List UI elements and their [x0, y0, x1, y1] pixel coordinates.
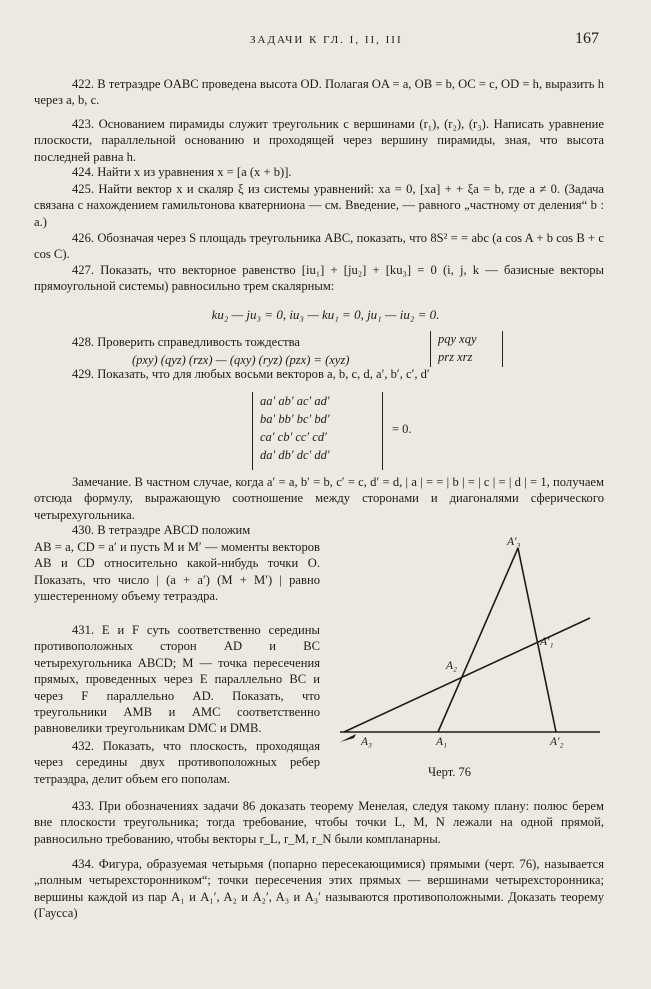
problem-431: 431. E и F суть соответственно середины противоположных сторон AD и BC четырехугольника ABCD; M — точка пересечения прямых, проведенных через E параллельно BC и через F параллельно AD. Показать, что треугольники AMB и AMC соответственно равновелики треугольникам DMC и DMB. — [34, 623, 320, 736]
arrow-tip — [340, 734, 356, 742]
equation-427: ku₂ — ju₃ = 0, iu₃ — ku₁ = 0, ju₁ — iu₂ = 0. — [211, 307, 440, 322]
determinant-row: ca′ cb′ cc′ cd′ — [260, 430, 327, 444]
problem-433: 433. При обозначениях задачи 86 доказать теорему Менелая, следуя такому плану: полюс берем вне плоскости треугольника; тогда требование, чтобы точки L, M, N лежали на одной прямой, равносильно требованию, чтобы векторы r_L, r_M, r_N были компланарны. — [34, 799, 604, 846]
label-a1: A₁ — [436, 736, 448, 748]
label-a2prime: A′₂ — [550, 736, 564, 748]
determinant-row: da′ db′ dc′ dd′ — [260, 448, 330, 462]
label-a3prime: A′₃ — [507, 536, 521, 548]
problem-428: 428. Проверить справедливость тождества — [72, 335, 300, 349]
page-number: 167 — [575, 30, 599, 47]
identity-428-lhs: (pxy) (qyz) (rzx) — (qxy) (ryz) (pzx) = (xyz) — [132, 353, 350, 367]
label-a1prime: A′₁ — [540, 636, 554, 648]
determinant-row: aa′ ab′ ac′ ad′ — [260, 394, 330, 408]
problem-429: 429. Показать, что для любых восьми векторов a, b, c, d, a′, b′, c′, d′ — [72, 367, 430, 381]
determinant-429-rhs: = 0. — [392, 422, 412, 436]
problem-434: 434. Фигура, образуемая четырьмя (попарно пересекающимися) прямыми (черт. 76), называется „полным четырехсторонником“; точки пересечения этих прямых — вершинами четырехсторонника; вершины каждой из пар A₁ и A₁′, A₂ и A₂′, A₃ и A₃′ называются противоположными. Доказать теорему (Гаусса) — [34, 857, 604, 921]
problem-430-start: 430. В тетраэдре ABCD положим — [72, 523, 251, 537]
running-title: ЗАДАЧИ К ГЛ. I, II, III — [250, 34, 403, 46]
problem-432: 432. Показать, что плоскость, проходящая через середины двух противоположных ребер тетраэдра, делит объем его пополам. — [34, 739, 320, 786]
figure-caption: Черт. 76 — [428, 765, 472, 779]
problem-423: 423. Основанием пирамиды служит треугольник с вершинами (r₁), (r₂), (r₃). Написать уравнение плоскости, параллельной основанию и проходящей через вершину пирамиды, зная, что высота последней равна h. — [34, 117, 604, 164]
line-a3prime-a1 — [438, 548, 518, 732]
label-a2: A₂ — [446, 660, 458, 672]
problem-427: 427. Показать, что векторное равенство [iu₁] + [ju₂] + [ku₃] = 0 (i, j, k — базисные векторы прямоугольной системы) равносильно трем скалярным: — [34, 263, 604, 294]
remark: Замечание. В частном случае, когда a′ = a, b′ = b, c′ = c, d′ = d, | a | = = | b | = | c | = | d | = 1, получаем отсюда формулу, выражающую соотношение между сторонами и диагоналями сферического четырехугольника. — [34, 475, 604, 522]
problem-426: 426. Обозначая через S площадь треугольника ABC, показать, что 8S² = = abc (a cos A + b cos B + c cos C). — [34, 231, 604, 262]
label-a3: A₃ — [361, 736, 373, 748]
problem-424: 424. Найти x из уравнения x = [a (x + b)]. — [72, 165, 292, 179]
determinant-row: ba′ bb′ bc′ bd′ — [260, 412, 330, 426]
determinant-row: pqy xqy — [438, 332, 477, 346]
problem-422: 422. В тетраэдре OABC проведена высота OD. Полагая OA = a, OB = b, OC = c, OD = h, выразить h через a, b, c. — [34, 77, 604, 108]
problem-425: 425. Найти вектор x и скаляр ξ из системы уравнений: xa = 0, [xa] + + ξa = b, где a ≠ 0. (Задача связана с нахождением гамильтонова кватерниона — см. Введение, — равного „частному от деления“ b : a.) — [34, 182, 604, 229]
determinant-row: prz xrz — [438, 350, 473, 364]
problem-430: AB = a, CD = a′ и пусть M и M′ — моменты векторов AB и CD относительно какой-нибудь точки O. Показать, что число | (a + a′) (M + M′) | равно ушестеренному объему тетраэдра. — [34, 540, 320, 604]
